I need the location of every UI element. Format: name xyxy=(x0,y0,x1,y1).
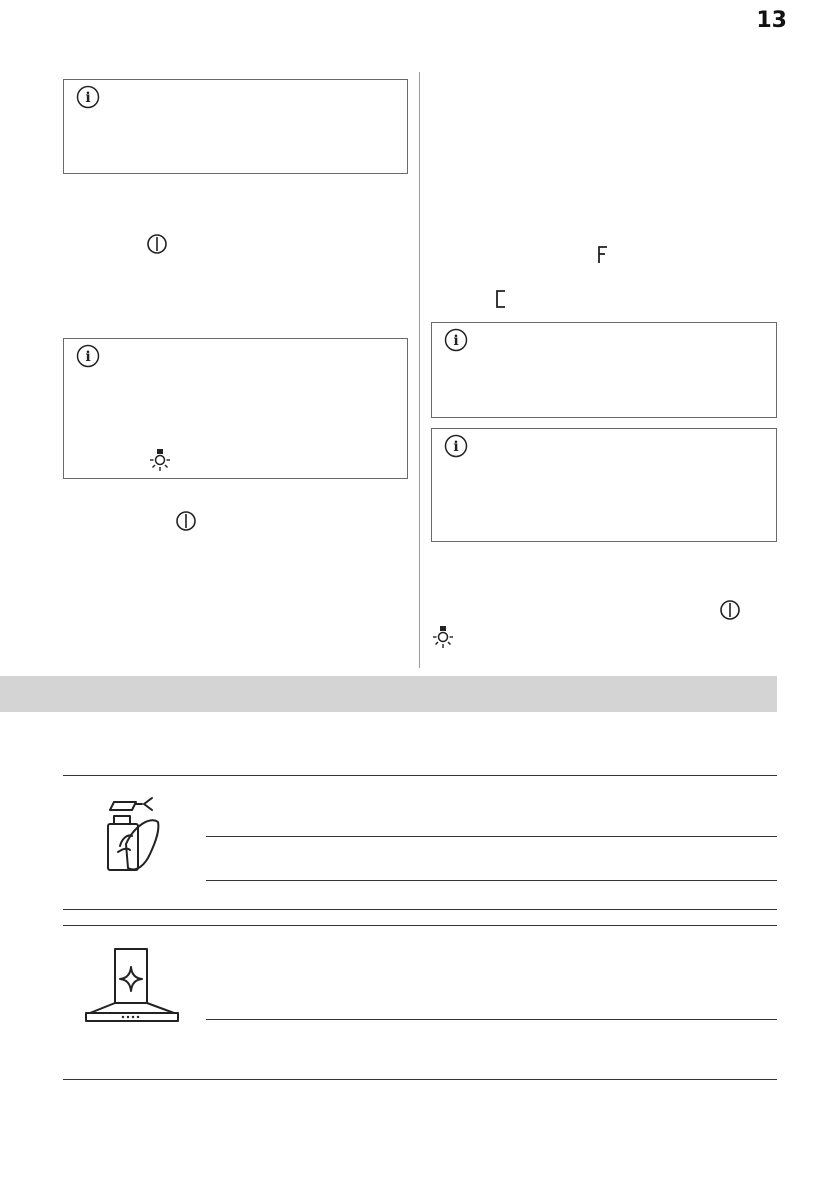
table-row-rule xyxy=(206,836,777,837)
table-section-rule xyxy=(63,925,777,926)
table-top-rule xyxy=(63,775,777,776)
section-header-banner xyxy=(0,676,777,712)
table-section-rule xyxy=(63,909,777,910)
info-icon xyxy=(76,85,100,109)
info-box-1 xyxy=(63,79,408,174)
info-icon xyxy=(76,344,100,368)
filter-f-icon xyxy=(596,245,610,265)
light-icon xyxy=(431,625,455,649)
table-bottom-rule xyxy=(63,1079,777,1080)
info-box-2 xyxy=(63,338,408,479)
svg-text:i: i xyxy=(453,439,459,455)
page-number: 13 xyxy=(756,8,787,33)
svg-text:i: i xyxy=(85,349,91,365)
table-row-rule xyxy=(206,1019,777,1020)
cooker-hood-icon xyxy=(82,945,182,1025)
svg-text:i: i xyxy=(85,90,91,106)
filter-c-icon xyxy=(494,289,508,309)
spray-bottle-cloth-icon xyxy=(100,788,164,874)
column-divider xyxy=(419,72,420,668)
power-icon xyxy=(175,510,197,532)
table-row-rule xyxy=(206,880,777,881)
light-icon xyxy=(148,448,172,472)
info-box-3 xyxy=(431,322,777,418)
info-icon xyxy=(444,434,468,458)
info-box-4 xyxy=(431,428,777,542)
svg-text:i: i xyxy=(453,333,459,349)
power-icon xyxy=(146,233,168,255)
power-icon xyxy=(719,599,741,621)
info-icon xyxy=(444,328,468,352)
